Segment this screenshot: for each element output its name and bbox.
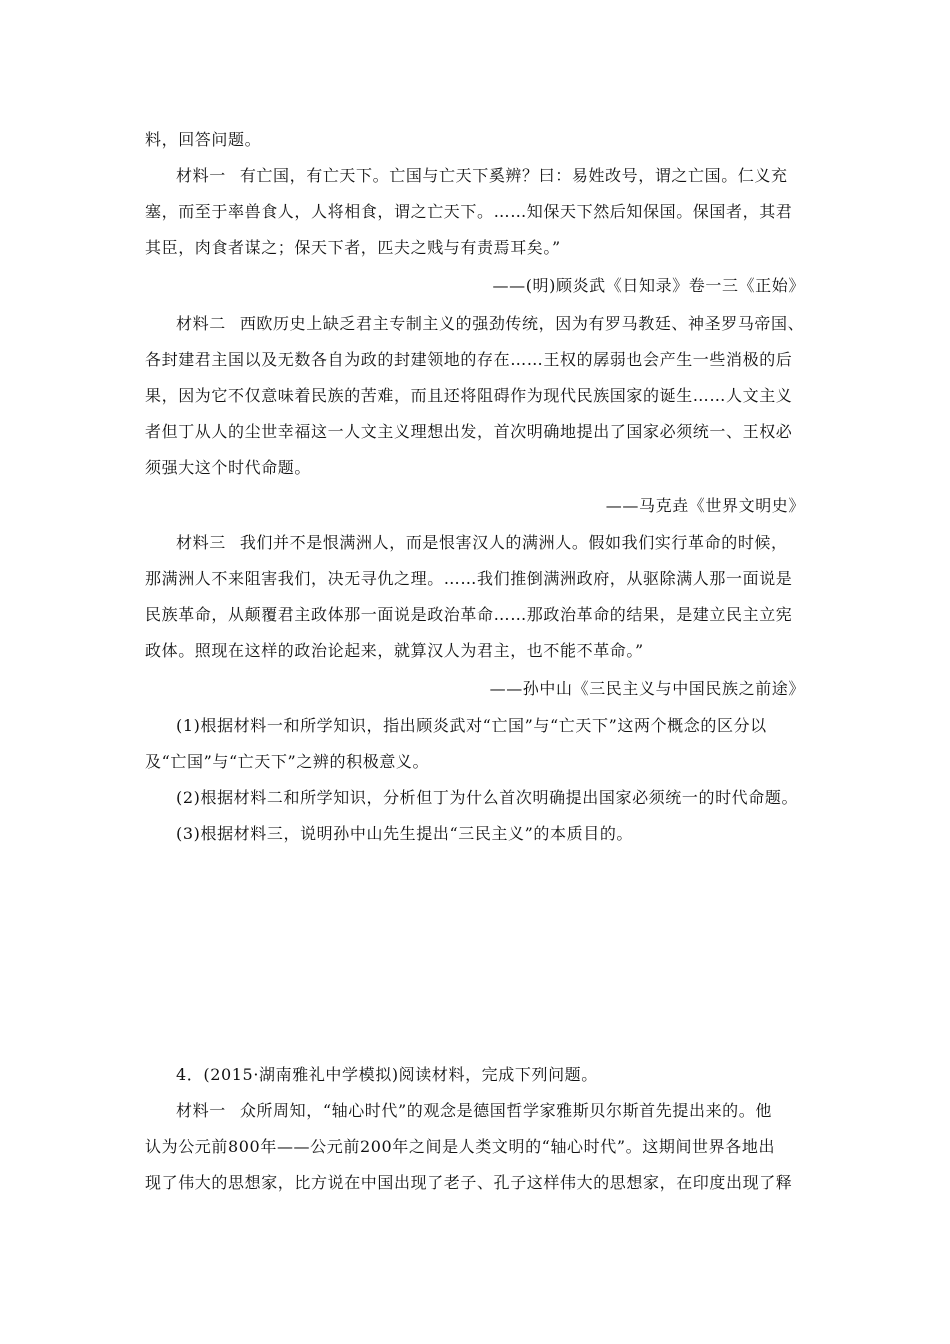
q4-material-1-line: 现了伟大的思想家，比方说在中国出现了老子、孔子这样伟大的思想家，在印度出现了释 <box>145 1173 793 1192</box>
material-2-text: 西欧历史上缺乏君主专制主义的强劲传统，因为有罗马教廷、神圣罗马帝国、 <box>239 314 805 333</box>
material-1-label: 材料一 <box>176 166 226 185</box>
q4-material-1-first-line <box>176 1101 836 1121</box>
question-4-header: 4．(2015·湖南雅礼中学模拟)阅读材料，完成下列问题。 <box>176 1065 598 1084</box>
material-3-text: 我们并不是恨满洲人，而是恨害汉人的满洲人。假如我们实行革命的时候， <box>239 533 788 552</box>
material-2-source: ——马克垚《世界文明史》 <box>605 496 805 515</box>
question-2: (2)根据材料二和所学知识，分析但丁为什么首次明确提出国家必须统一的时代命题。 <box>176 788 799 807</box>
material-1-line: 塞，而至于率兽食人，人将相食，谓之亡天下。……知保天下然后知保国。保国者，其君 <box>145 202 793 221</box>
material-1-source: ——(明)顾炎武《日知录》卷一三《正始》 <box>492 276 805 295</box>
material-2-line: 者但丁从人的尘世幸福这一人文主义理想出发，首次明确地提出了国家必须统一、王权必 <box>145 422 793 441</box>
material-3-line: 那满洲人不来阻害我们，决无寻仇之理。……我们推倒满洲政府，从驱除满人那一面说是 <box>145 569 793 588</box>
material-3-label: 材料三 <box>176 533 226 552</box>
q4-material-1-text: 众所周知，“轴心时代”的观念是德国哲学家雅斯贝尔斯首先提出来的。他 <box>239 1101 772 1120</box>
material-2-label: 材料二 <box>176 314 226 333</box>
q4-material-1-label: 材料一 <box>176 1101 226 1120</box>
material-3-line: 政体。照现在这样的政治论起来，就算汉人为君主，也不能不革命。” <box>145 641 644 660</box>
material-3-line: 民族革命，从颠覆君主政体那一面说是政治革命……那政治革命的结果，是建立民主立宪 <box>145 605 793 624</box>
q4-material-1-line: 认为公元前800年——公元前200年之间是人类文明的“轴心时代”。这期间世界各地出 <box>145 1137 776 1156</box>
question-1-line-2: 及“亡国”与“亡天下”之辨的积极意义。 <box>145 752 430 771</box>
question-3: (3)根据材料三，说明孙中山先生提出“三民主义”的本质目的。 <box>176 824 634 843</box>
material-3-source: ——孙中山《三民主义与中国民族之前途》 <box>489 679 805 698</box>
question-1-line-1: (1)根据材料一和所学知识，指出顾炎武对“亡国”与“亡天下”这两个概念的区分以 <box>176 716 767 735</box>
intro-tail: 料，回答问题。 <box>145 130 262 149</box>
material-2-line: 果，因为它不仅意味着民族的苦难，而且还将阻碍作为现代民族国家的诞生……人文主义 <box>145 386 793 405</box>
material-2-first-line <box>176 314 836 334</box>
material-1-first-line <box>176 166 836 186</box>
material-2-line: 须强大这个时代命题。 <box>145 458 312 477</box>
material-2-line: 各封建君主国以及无数各自为政的封建领地的存在……王权的孱弱也会产生一些消极的后 <box>145 350 793 369</box>
material-3-first-line <box>176 533 836 553</box>
material-1-line: 其臣，肉食者谋之；保天下者，匹夫之贱与有责焉耳矣。” <box>145 238 561 257</box>
material-1-text: 有亡国，有亡天下。亡国与亡天下奚辨？曰：易姓改号，谓之亡国。仁义充 <box>239 166 788 185</box>
